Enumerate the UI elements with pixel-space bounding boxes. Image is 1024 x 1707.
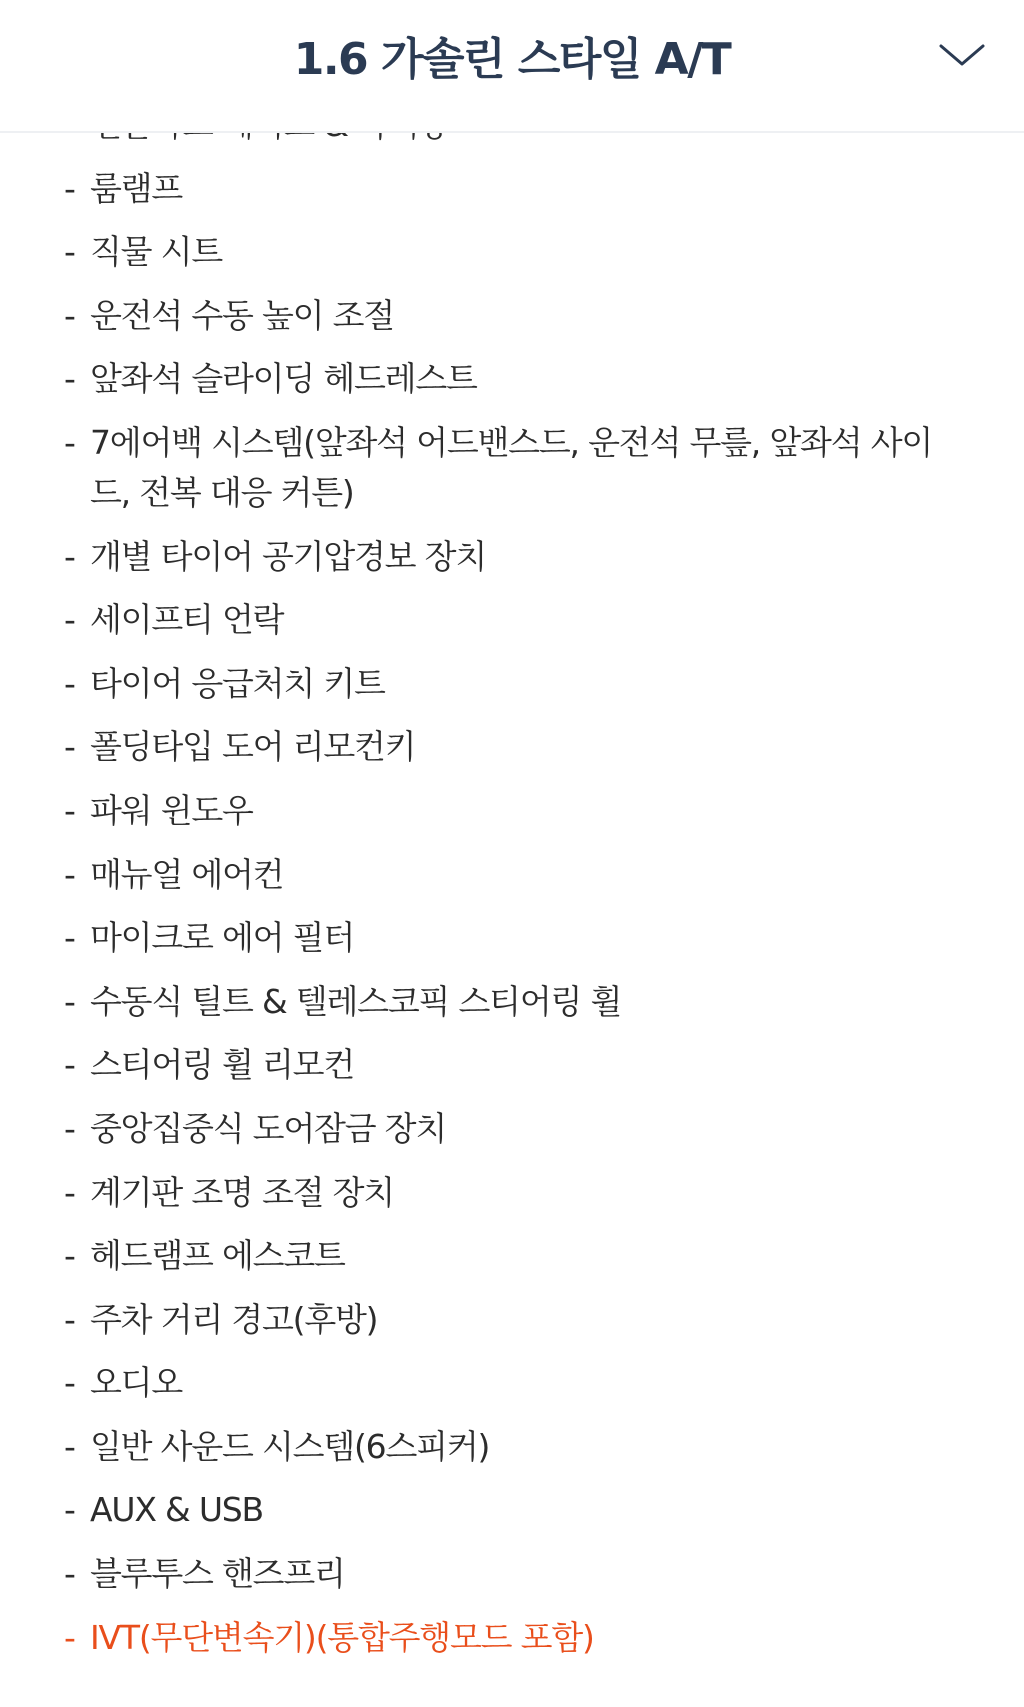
- spec-item-label: 매뉴얼 에어컨: [90, 854, 284, 894]
- list-item: [0, 291, 1024, 341]
- list-item: [0, 850, 1024, 900]
- list-item: [0, 595, 1024, 645]
- list-dash: -: [64, 295, 75, 335]
- spec-item-label: AUX & USB: [90, 1490, 263, 1530]
- spec-list: [0, 100, 1024, 1676]
- list-dash: -: [64, 854, 75, 894]
- spec-item-label: 룸램프: [90, 168, 183, 208]
- trim-header[interactable]: [0, 0, 1024, 133]
- spec-item-label: 운전석 수동 높이 조절: [90, 295, 394, 335]
- list-item: [0, 1549, 1024, 1599]
- spec-item-label: 중앙집중식 도어잠금 장치: [90, 1108, 447, 1148]
- list-item: [0, 1485, 1024, 1535]
- list-dash: -: [64, 918, 75, 958]
- list-dash: -: [64, 1108, 75, 1148]
- list-item: [0, 1168, 1024, 1218]
- list-item: [0, 164, 1024, 214]
- spec-item-label: 스티어링 휠 리모컨: [90, 1045, 355, 1085]
- list-dash: -: [64, 663, 75, 703]
- list-item: [0, 1231, 1024, 1281]
- list-item-highlighted: [0, 1613, 1024, 1663]
- spec-item-label: 개별 타이어 공기압경보 장치: [90, 536, 487, 576]
- chevron-down-icon[interactable]: [938, 42, 986, 70]
- spec-item-label: 폴딩타입 도어 리모컨키: [90, 727, 416, 767]
- list-dash: -: [64, 1363, 75, 1403]
- spec-item-label: 계기판 조명 조절 장치: [90, 1172, 394, 1212]
- list-dash: -: [64, 1236, 75, 1276]
- spec-item-label: 파워 윈도우: [90, 790, 253, 830]
- list-item: [0, 418, 1024, 518]
- list-dash: -: [64, 232, 75, 272]
- spec-item-label: 타이어 응급처치 키트: [90, 663, 385, 703]
- spec-list-container[interactable]: [0, 133, 1024, 1707]
- spec-item-label: 세이프티 언락: [90, 600, 284, 640]
- list-dash: -: [64, 981, 75, 1021]
- spec-item-label: 앞좌석 슬라이딩 헤드레스트: [90, 359, 477, 399]
- list-dash: -: [64, 790, 75, 830]
- list-dash: -: [64, 359, 75, 399]
- list-dash: -: [64, 600, 75, 640]
- trim-title: 1.6 가솔린 스타일 A/T: [293, 34, 731, 85]
- list-item: [0, 913, 1024, 963]
- list-item: [0, 1295, 1024, 1345]
- spec-item-label: 일반 사운드 시스템(6스피커): [90, 1426, 490, 1466]
- list-item: [0, 1358, 1024, 1408]
- list-item: [0, 532, 1024, 582]
- list-dash: -: [64, 168, 75, 208]
- list-dash: -: [64, 536, 75, 576]
- spec-item-label: 주차 거리 경고(후방): [90, 1299, 378, 1339]
- spec-item-label: 7에어백 시스템(앞좌석 어드밴스드, 운전석 무릎, 앞좌석 사이드, 전복 대응 커튼): [90, 422, 933, 512]
- spec-item-label: 오디오: [90, 1363, 183, 1403]
- list-dash: -: [64, 1490, 75, 1530]
- spec-item-label: IVT(무단변속기)(통합주행모드 포함): [90, 1617, 594, 1657]
- spec-item-label: 마이크로 에어 필터: [90, 918, 355, 958]
- list-dash: -: [64, 1299, 75, 1339]
- list-dash: -: [64, 1172, 75, 1212]
- list-dash: -: [64, 1045, 75, 1085]
- list-item: [0, 227, 1024, 277]
- list-item: [0, 1104, 1024, 1154]
- list-dash: -: [64, 1554, 75, 1594]
- list-item: [0, 977, 1024, 1027]
- list-dash: -: [64, 422, 75, 462]
- list-item: [0, 1422, 1024, 1472]
- list-dash: -: [64, 727, 75, 767]
- list-item: [0, 1040, 1024, 1090]
- spec-item-label: 헤드램프 에스코트: [90, 1236, 345, 1276]
- spec-item-label: 블루투스 핸즈프리: [90, 1554, 345, 1594]
- list-dash: -: [64, 1426, 75, 1466]
- list-item: [0, 659, 1024, 709]
- list-item: [0, 786, 1024, 836]
- spec-item-label: 직물 시트: [90, 232, 223, 272]
- list-dash: -: [64, 1617, 75, 1657]
- list-item: [0, 354, 1024, 404]
- list-item: [0, 722, 1024, 772]
- spec-item-label: 수동식 틸트 & 텔레스코픽 스티어링 휠: [90, 981, 622, 1021]
